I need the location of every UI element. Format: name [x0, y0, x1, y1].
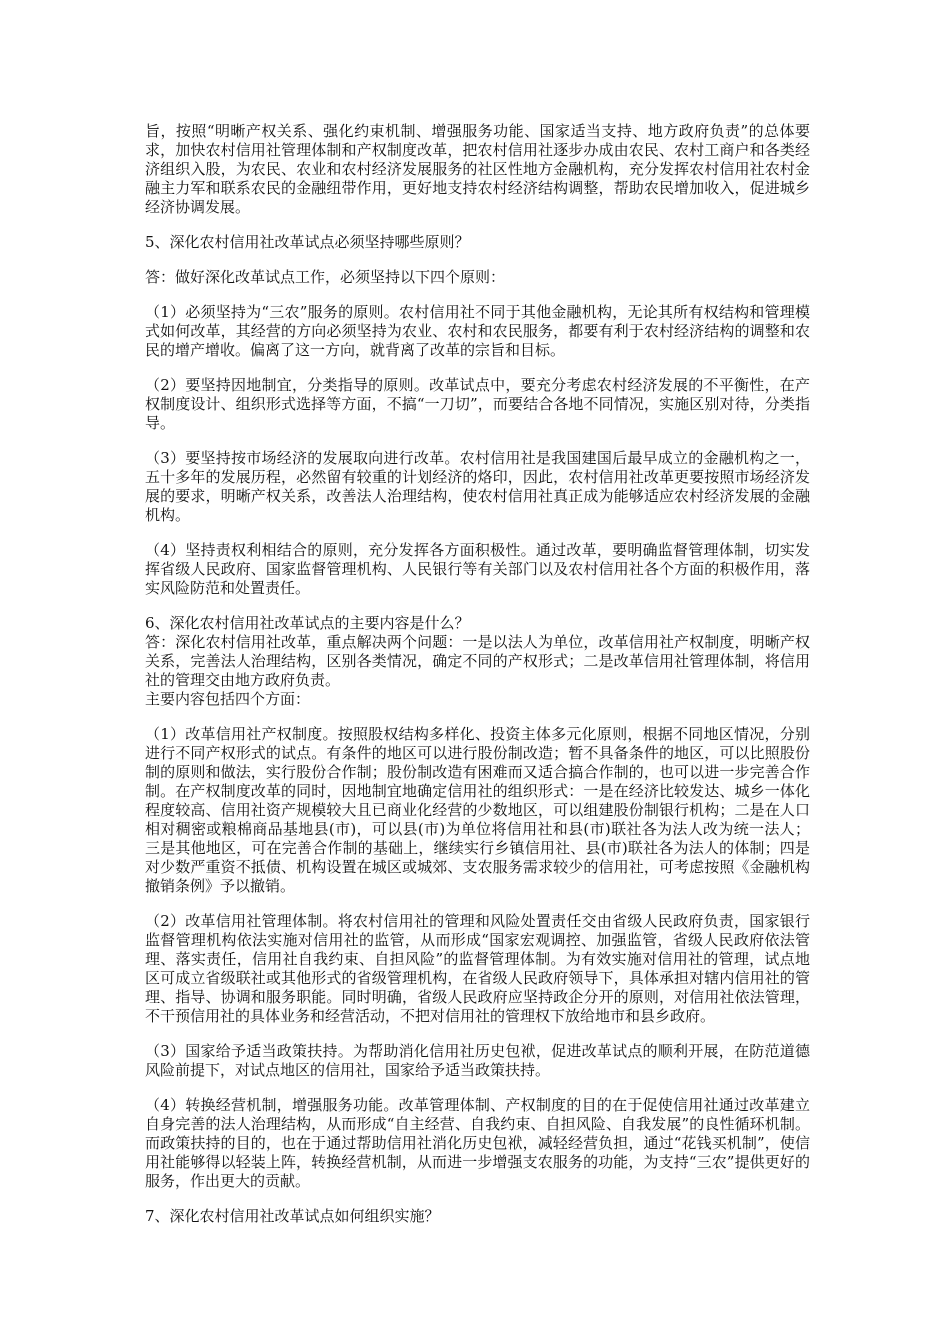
- main-content-intro: 主要内容包括四个方面：: [145, 690, 311, 708]
- answer-6-intro: 答：深化农村信用社改革，重点解决两个问题：一是以法人为单位，改革信用社产权制度，明晰产权关系，完善法人治理结构，区别各类情况，确定不同的产权形式；二是改革信用社管理体制，将信用社的管理交由地方政府负责。: [145, 633, 810, 689]
- question-6-heading: 6、深化农村信用社改革试点的主要内容是什么？: [145, 614, 470, 632]
- content-item-1: （1）改革信用社产权制度。按照股权结构多样化、投资主体多元化原则，根据不同地区情况，分别进行不同产权形式的试点。有条件的地区可以进行股份制改造；暂不具备条件的地区，可以比照股份制的原则和做法，实行股份合作制；股份制改造有困难而又适合搞合作制的，也可以进一步完善合作制。在产权制度改革的同时，因地制宜地确定信用社的组织形式：一是在经济比较发达、城乡一体化程度较高、信用社资产规模较大且已商业化经营的少数地区，可以组建股份制银行机构；二是在人口相对稠密或粮棉商品基地县(市)，可以县(市)为单位将信用社和县(市)联社各为法人改为统一法人；三是其他地区，可在完善合作制的基础上，继续实行乡镇信用社、县(市)联社各为法人的体制；四是对少数严重资不抵债、机构设置在城区或城郊、支农服务需求较少的信用社，可考虑按照《金融机构撤销条例》予以撤销。: [145, 725, 810, 895]
- document-body: [145, 122, 810, 1226]
- content-item-4: （4）转换经营机制，增强服务功能。改革管理体制、产权制度的目的在于促使信用社通过改革建立自身完善的法人治理结构，从而形成“自主经营、自我约束、自担风险、自我发展”的良性循环机制。而政策扶持的目的，也在于通过帮助信用社消化历史包袱，减轻经营负担，通过“花钱买机制”，使信用社能够得以轻装上阵，转换经营机制，从而进一步增强支农服务的功能，为支持“三农”提供更好的服务，作出更大的贡献。: [145, 1096, 810, 1190]
- principle-4: （4）坚持责权利相结合的原则，充分发挥各方面积极性。通过改革，要明确监督管理体制，切实发挥省级人民政府、国家监督管理机构、人民银行等有关部门以及农村信用社各个方面的积极作用，落实风险防范和处置责任。: [145, 541, 810, 597]
- question-5-heading: 5、深化农村信用社改革试点必须坚持哪些原则？: [145, 233, 470, 251]
- principle-1: （1）必须坚持为“三农”服务的原则。农村信用社不同于其他金融机构，无论其所有权结构和管理模式如何改革，其经营的方向必须坚持为农业、农村和农民服务，都要有利于农村经济结构的调整和农民的增产增收。偏离了这一方向，就背离了改革的宗旨和目标。: [145, 303, 810, 359]
- content-item-3: （3）国家给予适当政策扶持。为帮助消化信用社历史包袱，促进改革试点的顺利开展，在防范道德风险前提下，对试点地区的信用社，国家给予适当政策扶持。: [145, 1042, 810, 1079]
- paragraph-intro-continuation: 旨，按照“明晰产权关系、强化约束机制、增强服务功能、国家适当支持、地方政府负责”的总体要求，加快农村信用社管理体制和产权制度改革，把农村信用社逐步办成由农民、农村工商户和各类经济组织入股，为农民、农业和农村经济发展服务的社区性地方金融机构，充分发挥农村信用社农村金融主力军和联系农民的金融纽带作用，更好地支持农村经济结构调整，帮助农民增加收入，促进城乡经济协调发展。: [145, 122, 810, 216]
- principle-2: （2）要坚持因地制宜，分类指导的原则。改革试点中，要充分考虑农村经济发展的不平衡性，在产权制度设计、组织形式选择等方面，不搞“一刀切”，而要结合各地不同情况，实施区别对待，分类指导。: [145, 376, 810, 432]
- content-item-2: （2）改革信用社管理体制。将农村信用社的管理和风险处置责任交由省级人民政府负责，国家银行监督管理机构依法实施对信用社的监管，从而形成“国家宏观调控、加强监管，省级人民政府依法管理、落实责任，信用社自我约束、自担风险”的监督管理体制。为有效实施对信用社的管理，试点地区可成立省级联社或其他形式的省级管理机构，在省级人民政府领导下，具体承担对辖内信用社的管理、指导、协调和服务职能。同时明确，省级人民政府应坚持政企分开的原则，对信用社依法管理，不干预信用社的具体业务和经营活动，不把对信用社的管理权下放给地市和县乡政府。: [145, 912, 810, 1025]
- answer-5-intro: 答：做好深化改革试点工作，必须坚持以下四个原则：: [145, 268, 506, 286]
- question-7-heading: 7、深化农村信用社改革试点如何组织实施？: [145, 1207, 440, 1225]
- principle-3: （3）要坚持按市场经济的发展取向进行改革。农村信用社是我国建国后最早成立的金融机构之一，五十多年的发展历程，必然留有较重的计划经济的烙印，因此，农村信用社改革更要按照市场经济发展的要求，明晰产权关系，改善法人治理结构，使农村信用社真正成为能够适应农村经济发展的金融机构。: [145, 449, 810, 524]
